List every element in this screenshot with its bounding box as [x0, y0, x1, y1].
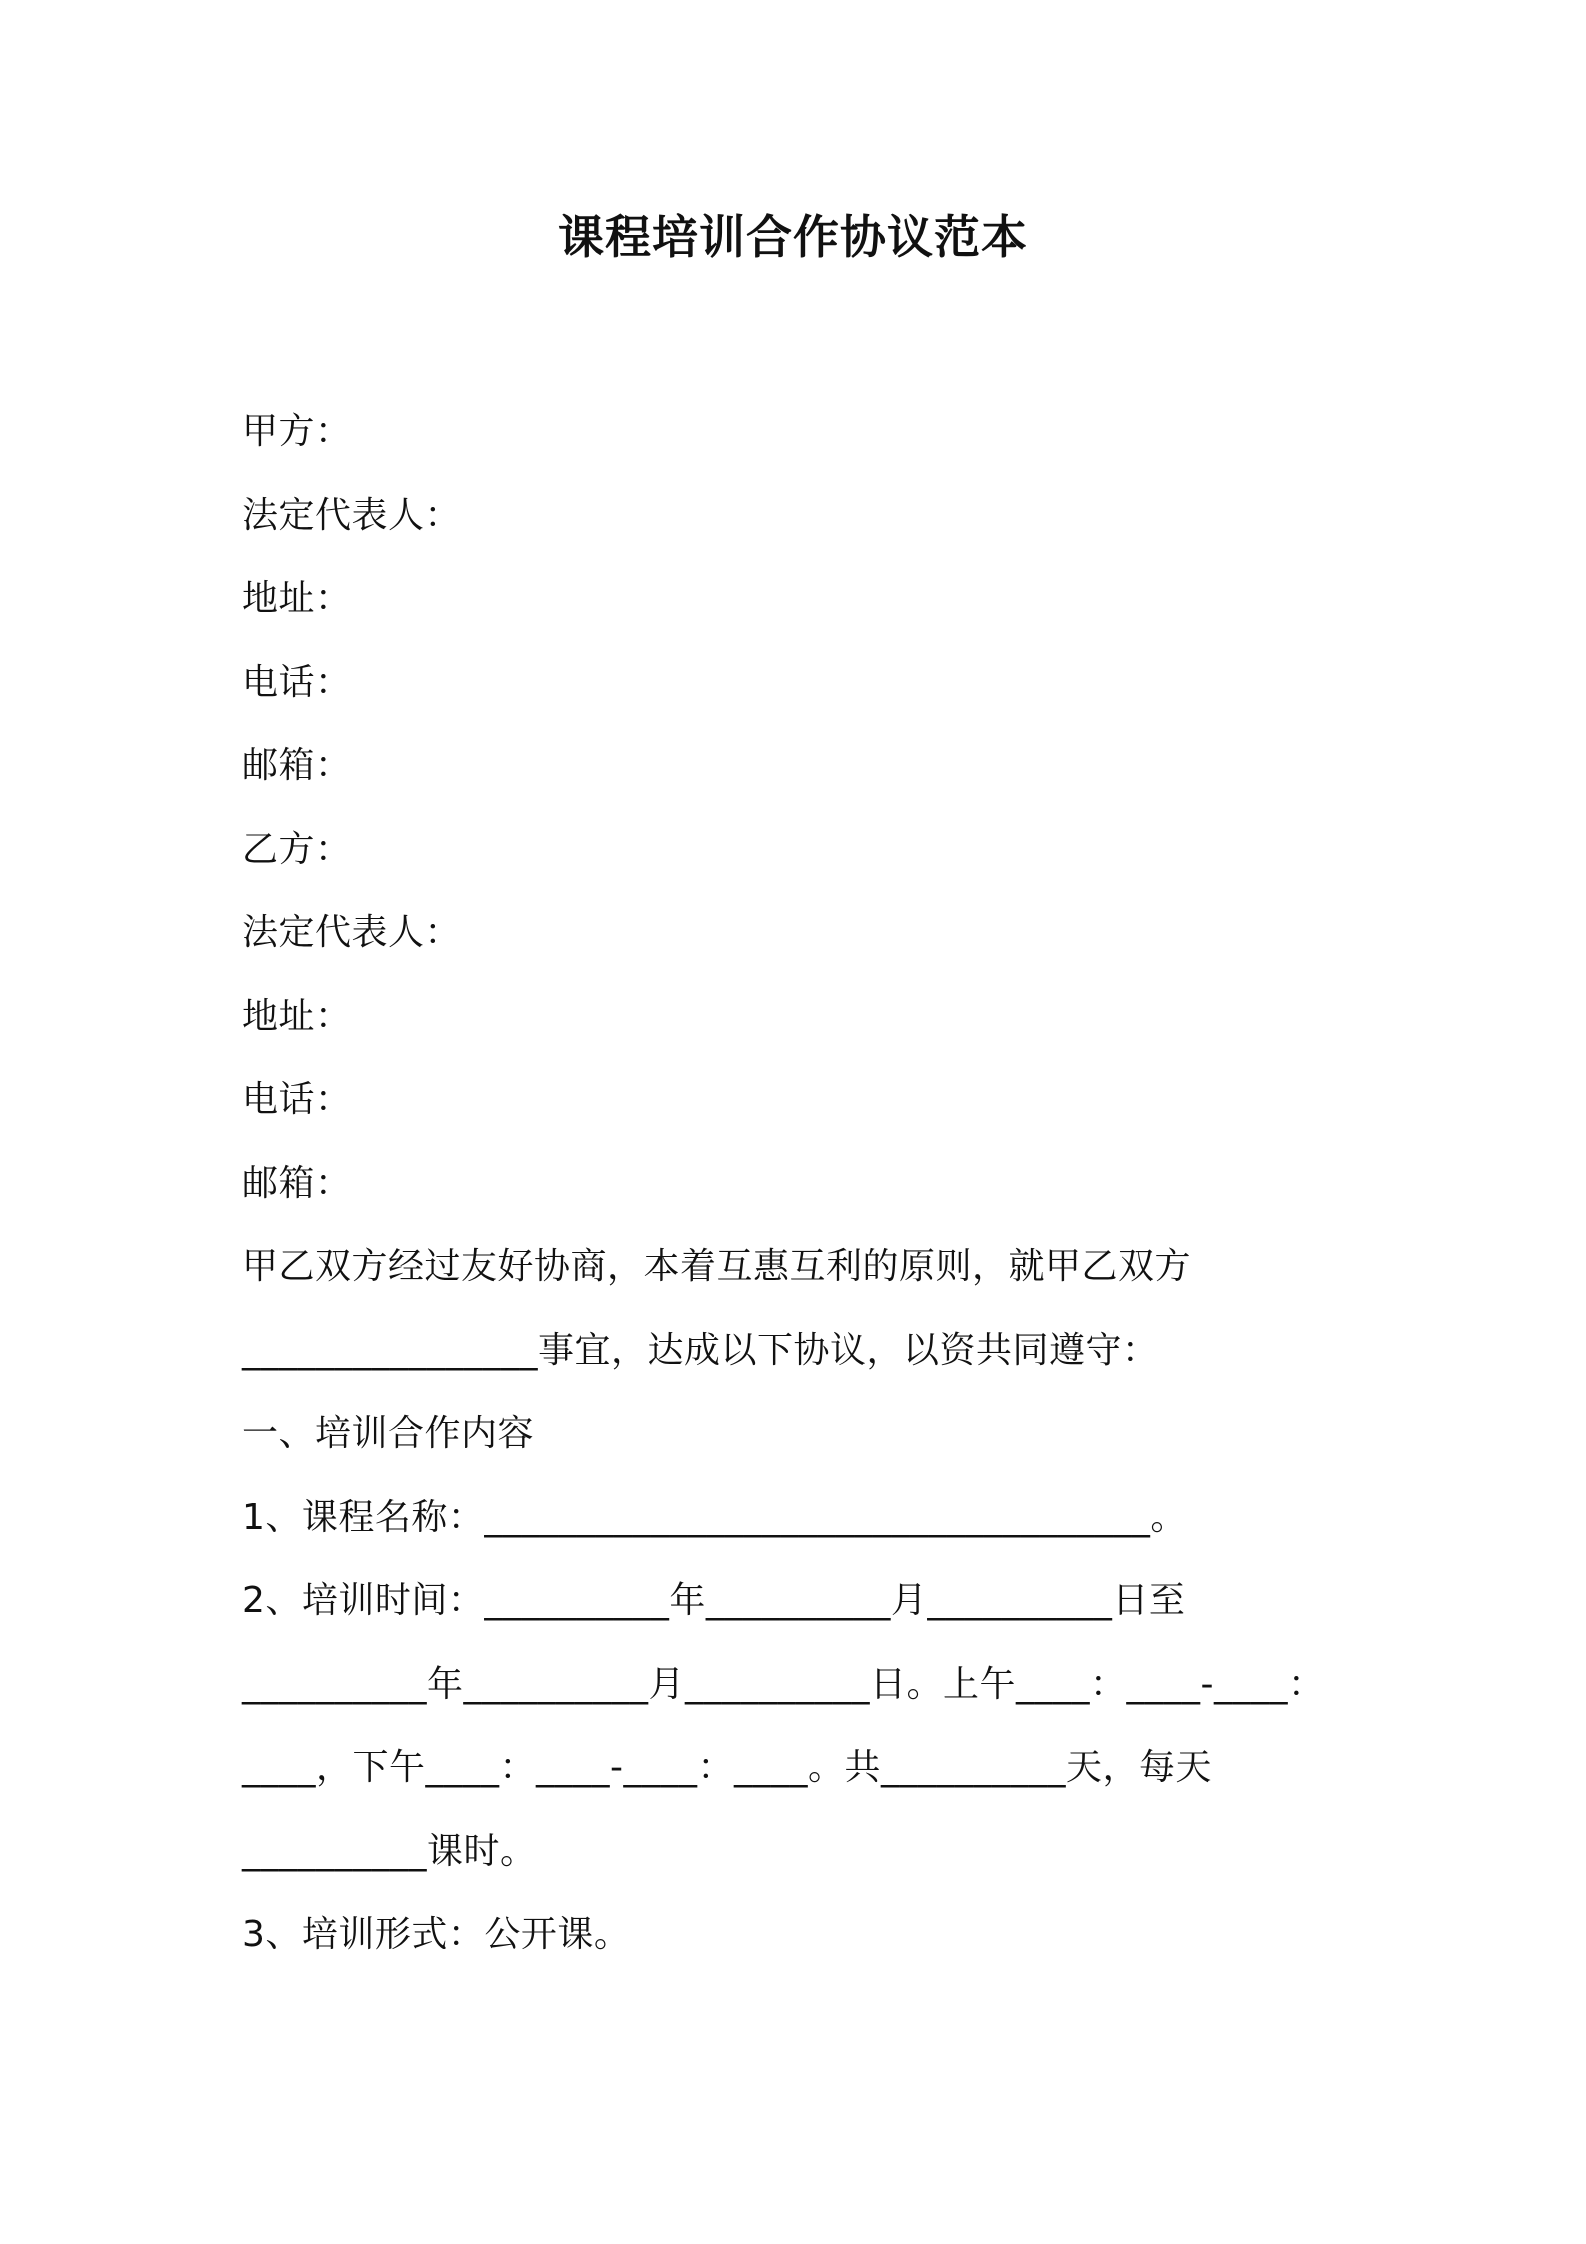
- document-title: 课程培训合作协议范本: [558, 210, 1028, 264]
- document-body: [242, 410, 1382, 1997]
- party-a-address: 地址：: [242, 578, 352, 619]
- training-time-line-1: 2、培训时间：__________年__________月__________日至: [242, 1580, 1186, 1621]
- party-b-label: 乙方：: [242, 828, 352, 870]
- party-b-phone: 电话：: [242, 1079, 352, 1120]
- party-a-legal-representative: 法定代表人：: [242, 494, 462, 536]
- party-a-label: 甲方：: [242, 411, 352, 452]
- party-a-phone: 电话：: [242, 661, 352, 703]
- preamble-line-1: 甲乙双方经过友好协商，本着互惠互利的原则，就甲乙双方: [242, 1246, 1192, 1287]
- training-time-line-3: ____，下午____：____-____：____。共__________天，每天: [242, 1747, 1212, 1788]
- party-a-email: 邮箱：: [242, 745, 352, 786]
- training-time-line-2: __________年__________月__________日。上午____：____-____：: [242, 1663, 1325, 1705]
- course-name-line: 1、课程名称：____________________________________。: [242, 1496, 1187, 1538]
- section-heading-training-content: 一、培训合作内容: [242, 1413, 535, 1454]
- training-format-line: 3、培训形式：公开课。: [242, 1914, 631, 1955]
- preamble-line-2: ________________事宜，达成以下协议，以资共同遵守：: [242, 1329, 1159, 1371]
- party-b-email: 邮箱：: [242, 1162, 352, 1204]
- party-b-legal-representative: 法定代表人：: [242, 912, 462, 953]
- party-b-address: 地址：: [242, 995, 352, 1037]
- training-time-line-4: __________课时。: [242, 1830, 537, 1872]
